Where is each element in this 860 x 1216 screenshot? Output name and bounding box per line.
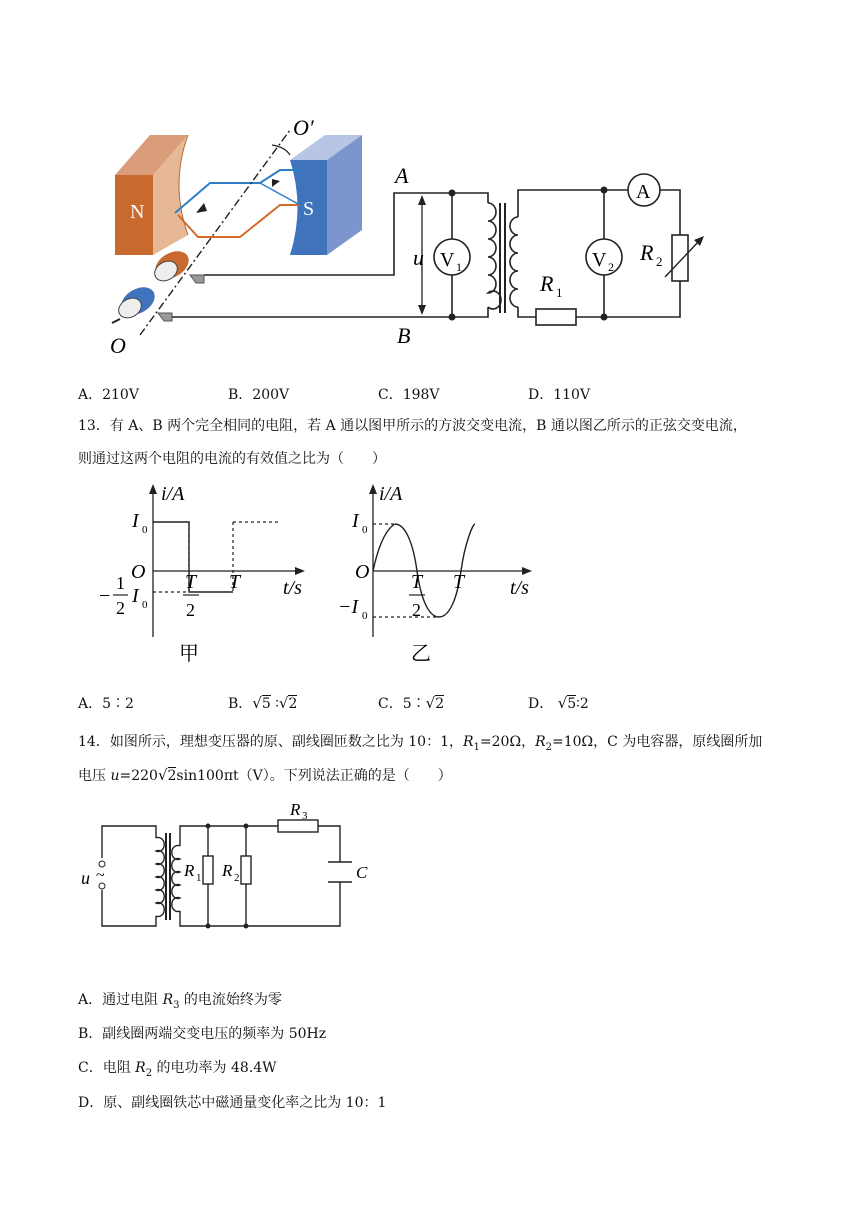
graph-b-i0-sub: 0 bbox=[362, 524, 368, 536]
ac-tilde: ~ bbox=[96, 867, 105, 884]
graph-a-i0-sub: 0 bbox=[142, 524, 148, 536]
graph-a-y-label: i/A bbox=[161, 483, 185, 505]
q14-option-a-sub: 3 bbox=[173, 999, 180, 1011]
q13-option-b[interactable] bbox=[228, 693, 297, 713]
q14-option-a-r: R bbox=[162, 992, 174, 1008]
graph-a-half-num: 1 bbox=[116, 573, 125, 593]
q14-r1: R bbox=[463, 734, 474, 750]
r2-sub: 2 bbox=[234, 872, 240, 884]
q14-option-c[interactable] bbox=[78, 1058, 277, 1084]
q14-line2-c: sin100πt（V）。下列说法正确的是（ ） bbox=[176, 768, 452, 784]
q12-option-b[interactable]: B．200V bbox=[228, 387, 290, 403]
coil-blue bbox=[175, 170, 300, 213]
q14-line1-c: =10Ω，C 为电容器，原线圈所加 bbox=[552, 734, 763, 750]
q13-option-c-prefix: C．5∶ bbox=[378, 696, 426, 712]
q14-option-c-pre: C．电阻 bbox=[78, 1060, 136, 1076]
q14-line2-b: =220 bbox=[119, 768, 158, 784]
q12-option-c[interactable]: C．198V bbox=[378, 387, 440, 403]
point-b-label: B bbox=[397, 323, 411, 348]
q13-option-d[interactable] bbox=[528, 693, 589, 713]
q14-option-d[interactable]: D．原、副线圈铁芯中磁通量变化率之比为 10：1 bbox=[78, 1095, 387, 1111]
graph-a-origin: O bbox=[131, 561, 146, 583]
q14-option-a-post: 的电流始终为零 bbox=[179, 992, 282, 1008]
primary-coil bbox=[156, 838, 164, 917]
magnet-s bbox=[290, 135, 362, 255]
q13-option-d-suffix: ∶2 bbox=[576, 696, 589, 712]
q14-option-c-r: R bbox=[135, 1060, 146, 1076]
resistor-r1 bbox=[203, 856, 213, 884]
r1-label: R bbox=[184, 861, 195, 880]
graph-b-neg-i0-sub: 0 bbox=[362, 610, 368, 622]
q13-option-a[interactable]: A．5∶2 bbox=[78, 696, 134, 712]
v1-sub: 1 bbox=[456, 260, 462, 274]
graph-b-neg-i0: −I bbox=[338, 596, 359, 618]
q13-option-c-radicand: 2 bbox=[435, 696, 445, 712]
magnet-n-label: N bbox=[130, 201, 145, 223]
slip-ring-blue bbox=[115, 282, 172, 322]
transformer-circuit-figure bbox=[78, 798, 388, 933]
magnet-n bbox=[115, 135, 188, 255]
sqrt-sign: √ bbox=[557, 694, 568, 712]
q14-option-c-post: 的电功率为 48.4W bbox=[152, 1060, 277, 1076]
q14-u: u bbox=[110, 768, 120, 784]
r2-label: R bbox=[640, 240, 654, 265]
q13-stem-line1: 13．有 A、B 两个完全相同的电阻，若 A 通以图甲所示的方波交变电流，B 通以图乙所示的正弦交变电流， bbox=[78, 418, 747, 434]
source-u-label: u bbox=[81, 868, 90, 888]
graph-b-i0: I bbox=[352, 510, 359, 532]
point-a-label: A bbox=[395, 163, 409, 188]
r2-label: R bbox=[222, 861, 233, 880]
secondary-coil bbox=[172, 846, 180, 912]
q14-line1-a: 14．如图所示，理想变压器的原、副线圈匝数之比为 10：1， bbox=[78, 734, 463, 750]
graph-a-half-den: 2 bbox=[116, 598, 125, 618]
resistor-r2 bbox=[672, 235, 688, 281]
sqrt-sign: √ bbox=[425, 694, 436, 712]
r1-label: R bbox=[540, 271, 554, 296]
r1-sub: 1 bbox=[556, 285, 563, 300]
ammeter-label: A bbox=[636, 181, 651, 203]
q13-option-b-radicand2: 2 bbox=[288, 696, 298, 712]
r3-label: R bbox=[290, 800, 301, 819]
q14-line2-radicand: 2 bbox=[167, 768, 177, 784]
generator-transformer-figure bbox=[100, 105, 720, 360]
q13-option-d-prefix: D． bbox=[528, 696, 554, 712]
v1-label: V bbox=[440, 249, 455, 271]
q12-option-a[interactable]: A．210V bbox=[78, 387, 139, 403]
graph-a-half-t-den: 2 bbox=[186, 600, 195, 620]
q13-stem-line2: 则通过这两个电阻的电流的有效值之比为（ ） bbox=[78, 451, 386, 467]
magnet-s-label: S bbox=[303, 198, 315, 220]
q14-option-a[interactable] bbox=[78, 990, 282, 1016]
graph-b-half-t-num: T bbox=[411, 571, 423, 593]
graph-square-wave bbox=[95, 482, 310, 672]
sqrt-sign: √ bbox=[278, 694, 289, 712]
r2-sub: 2 bbox=[656, 254, 663, 269]
q13-option-d-radicand: 5 bbox=[567, 696, 577, 712]
graph-b-origin: O bbox=[355, 561, 370, 583]
graph-b-half-t-den: 2 bbox=[412, 600, 421, 620]
q13-option-b-prefix: B． bbox=[228, 696, 253, 712]
q14-option-b[interactable]: B．副线圈两端交变电压的频率为 50Hz bbox=[78, 1026, 327, 1042]
sqrt-sign: √ bbox=[252, 694, 262, 712]
q14-line1-b: =20Ω， bbox=[479, 734, 536, 750]
resistor-r1 bbox=[536, 309, 576, 325]
voltage-u-label: u bbox=[413, 245, 424, 270]
resistor-r3 bbox=[278, 820, 318, 832]
v2-label: V bbox=[592, 249, 607, 271]
q14-stem-line1 bbox=[78, 732, 762, 758]
graph-a-i0: I bbox=[132, 510, 139, 532]
q12-option-d[interactable]: D．110V bbox=[528, 387, 591, 403]
q14-option-c-sub: 2 bbox=[145, 1067, 153, 1079]
q13-option-b-radicand1: 5 bbox=[261, 696, 271, 712]
axis-top-label: O′ bbox=[293, 115, 314, 140]
v2-sub: 2 bbox=[608, 260, 614, 274]
r1-sub: 1 bbox=[196, 872, 202, 884]
capacitor-label: C bbox=[356, 863, 368, 882]
secondary-coil bbox=[510, 217, 518, 307]
graph-b-t: T bbox=[453, 571, 465, 593]
q14-line2-a: 电压 bbox=[78, 768, 111, 784]
resistor-r2 bbox=[241, 856, 251, 884]
r3-sub: 3 bbox=[302, 810, 308, 822]
graph-a-x-label: t/s bbox=[283, 577, 302, 599]
q14-r2: R bbox=[535, 734, 546, 750]
q13-option-b-sep: ∶ bbox=[275, 696, 279, 712]
q14-option-a-pre: A．通过电阻 bbox=[78, 992, 163, 1008]
graph-a-neg-sign: − bbox=[99, 585, 111, 607]
graph-a-half-t-num: T bbox=[185, 571, 197, 593]
axis-bottom-label: O bbox=[110, 333, 126, 358]
graph-sine-wave bbox=[335, 482, 545, 672]
q14-r2-sub: 2 bbox=[545, 741, 552, 753]
q14-r1-sub: 1 bbox=[473, 741, 480, 753]
graph-b-y-label: i/A bbox=[379, 483, 403, 505]
coil-orange bbox=[178, 205, 300, 237]
graph-b-x-label: t/s bbox=[510, 577, 529, 599]
graph-a-neg-i0: I bbox=[132, 585, 139, 607]
graph-a-neg-i0-sub: 0 bbox=[142, 599, 148, 611]
graph-a-t: T bbox=[229, 571, 241, 593]
q13-option-c[interactable] bbox=[378, 693, 444, 713]
sqrt-sign: √ bbox=[157, 766, 168, 784]
graph-b-caption: 乙 bbox=[411, 643, 431, 665]
graph-a-caption: 甲 bbox=[179, 643, 199, 665]
q14-stem-line2 bbox=[78, 765, 452, 786]
